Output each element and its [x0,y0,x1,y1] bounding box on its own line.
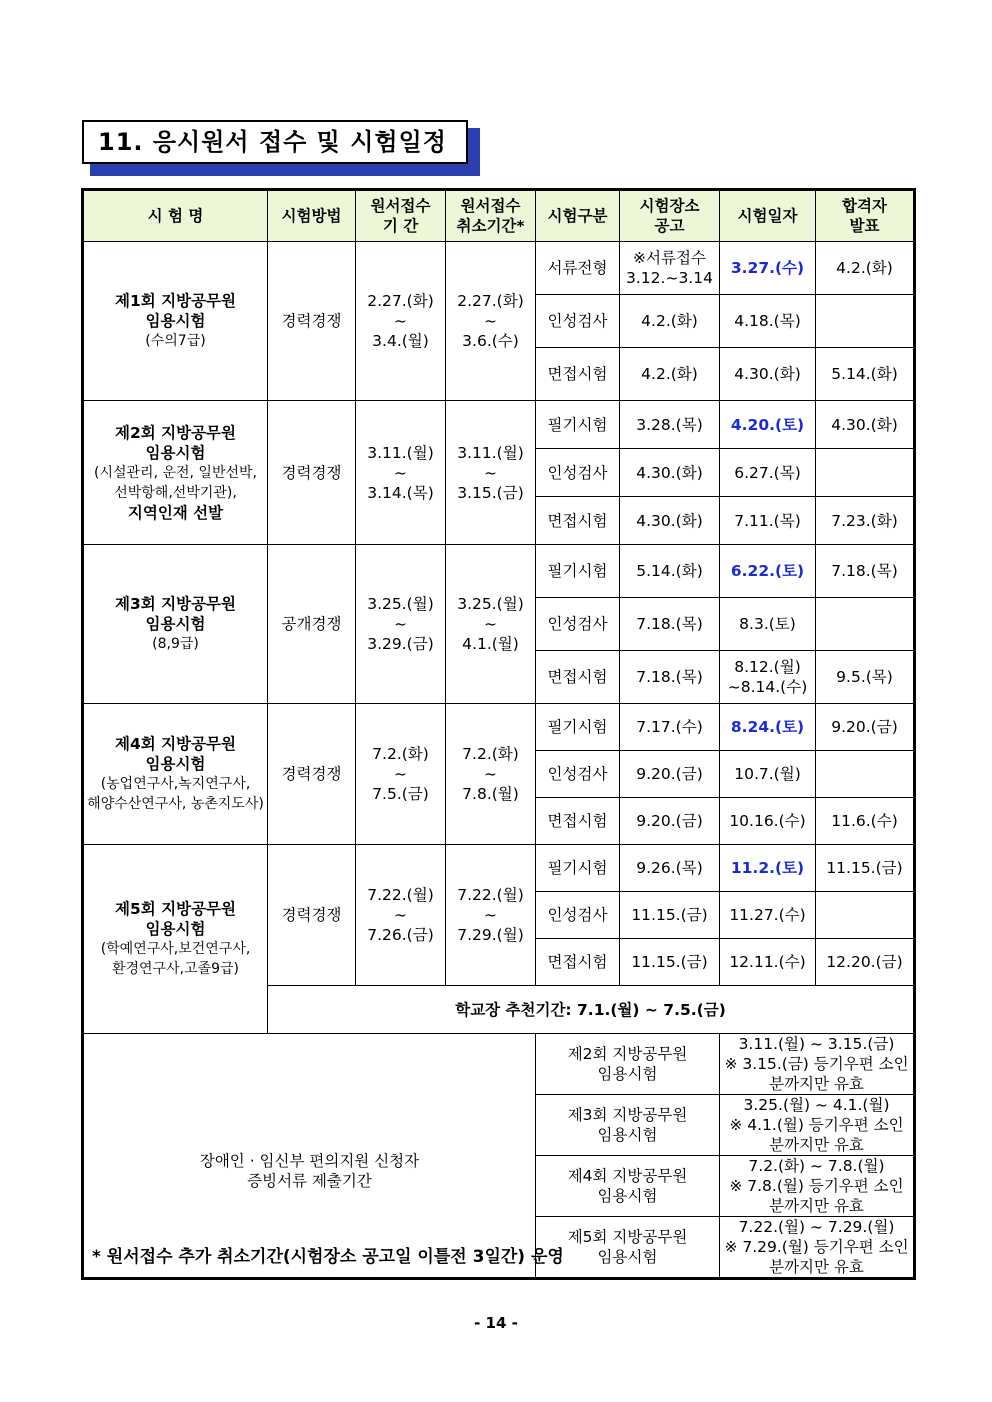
accommodation-row [84,1034,914,1095]
exam-period: 3.11.(월) ~ 3.14.(목) [356,401,446,545]
exam-type: 인성검사 [536,449,620,497]
accommodation-period: 7.22.(월) ~ 7.29.(월) ※ 7.29.(월) 등기우편 소인분까지만 유효 [720,1217,914,1278]
exam-date: 4.20.(토) [720,401,816,449]
header-date: 시험일자 [720,191,816,242]
exam-result: 11.6.(수) [816,798,914,845]
exam-period: 3.25.(월) ~ 3.29.(금) [356,545,446,704]
accommodation-label: 장애인 · 임신부 편의지원 신청자 증빙서류 제출기간 [84,1034,536,1278]
exam-row [84,401,914,449]
exam-venue: 5.14.(화) [620,545,720,598]
exam-result: 12.20.(금) [816,939,914,986]
exam-date: 11.2.(토) [720,845,816,892]
exam-method: 경력경쟁 [268,704,356,845]
exam-result [816,751,914,798]
exam-result: 9.20.(금) [816,704,914,751]
exam-type: 면접시험 [536,798,620,845]
exam-type: 면접시험 [536,651,620,704]
exam-result [816,598,914,651]
exam-name: 제5회 지방공무원 임용시험 (학예연구사,보건연구사, 환경연구사,고졸9급) [84,845,268,1034]
exam-venue: 4.30.(화) [620,449,720,497]
exam-name: 제3회 지방공무원 임용시험 (8,9급) [84,545,268,704]
exam-type: 인성검사 [536,751,620,798]
footnote: * 원서접수 추가 취소기간(시험장소 공고일 이틀전 3일간) 운영 [92,1247,564,1267]
header-method: 시험방법 [268,191,356,242]
exam-venue: 3.28.(목) [620,401,720,449]
accommodation-period: 3.11.(월) ~ 3.15.(금) ※ 3.15.(금) 등기우편 소인분까지만 유효 [720,1034,914,1095]
exam-result [816,892,914,939]
exam-venue: 9.20.(금) [620,798,720,845]
exam-type: 인성검사 [536,598,620,651]
exam-type: 필기시험 [536,845,620,892]
exam-result: 11.15.(금) [816,845,914,892]
exam-date: 6.27.(목) [720,449,816,497]
accommodation-exam: 제4회 지방공무원 임용시험 [536,1156,720,1217]
exam-method: 경력경쟁 [268,242,356,401]
exam-type: 필기시험 [536,545,620,598]
exam-type: 면접시험 [536,348,620,401]
exam-date: 11.27.(수) [720,892,816,939]
exam-row [84,845,914,892]
exam-date: 10.16.(수) [720,798,816,845]
exam-cancel: 3.25.(월) ~ 4.1.(월) [446,545,536,704]
exam-name: 제1회 지방공무원 임용시험 (수의7급) [84,242,268,401]
exam-result: 7.23.(화) [816,497,914,545]
exam-result: 4.2.(화) [816,242,914,295]
exam-name: 제2회 지방공무원 임용시험 (시설관리, 운전, 일반선박, 선박항해,선박기관), 지역인재 선발 [84,401,268,545]
accommodation-exam: 제5회 지방공무원 임용시험 [536,1217,720,1278]
exam-result: 9.5.(목) [816,651,914,704]
exam-date: 3.27.(수) [720,242,816,295]
header-venue: 시험장소 공고 [620,191,720,242]
accommodation-exam: 제2회 지방공무원 임용시험 [536,1034,720,1095]
exam-date: 4.30.(화) [720,348,816,401]
exam-venue: 7.18.(목) [620,598,720,651]
exam-result: 4.30.(화) [816,401,914,449]
exam-venue: ※서류접수 3.12.~3.14 [620,242,720,295]
exam-row [84,704,914,751]
exam-cancel: 3.11.(월) ~ 3.15.(금) [446,401,536,545]
exam-row [84,545,914,598]
accommodation-period: 3.25.(월) ~ 4.1.(월) ※ 4.1.(월) 등기우편 소인분까지만 유효 [720,1095,914,1156]
exam-venue: 4.30.(화) [620,497,720,545]
exam-date: 4.18.(목) [720,295,816,348]
exam-venue: 9.26.(목) [620,845,720,892]
exam-method: 경력경쟁 [268,845,356,986]
accommodation-exam: 제3회 지방공무원 임용시험 [536,1095,720,1156]
exam-type: 면접시험 [536,497,620,545]
exam-period: 2.27.(화) ~ 3.4.(월) [356,242,446,401]
header-cancel: 원서접수 취소기간* [446,191,536,242]
exam-name: 제4회 지방공무원 임용시험 (농업연구사,녹지연구사, 해양수산연구사, 농촌지도사) [84,704,268,845]
exam-venue: 11.15.(금) [620,939,720,986]
exam-result: 5.14.(화) [816,348,914,401]
exam-date: 6.22.(토) [720,545,816,598]
exam-result: 7.18.(목) [816,545,914,598]
exam-result [816,295,914,348]
exam-type: 인성검사 [536,295,620,348]
exam-type: 서류전형 [536,242,620,295]
exam-type: 필기시험 [536,704,620,751]
exam-row [84,242,914,295]
exam-venue: 11.15.(금) [620,892,720,939]
exam-method: 공개경쟁 [268,545,356,704]
header-period: 원서접수 기 간 [356,191,446,242]
exam-date: 8.3.(토) [720,598,816,651]
exam-method: 경력경쟁 [268,401,356,545]
principal-recommendation: 학교장 추천기간: 7.1.(월) ~ 7.5.(금) [268,986,914,1034]
exam-venue: 4.2.(화) [620,348,720,401]
exam-venue: 4.2.(화) [620,295,720,348]
exam-result [816,449,914,497]
exam-cancel: 7.2.(화) ~ 7.8.(월) [446,704,536,845]
exam-date: 7.11.(목) [720,497,816,545]
exam-date: 8.12.(월) ~8.14.(수) [720,651,816,704]
exam-date: 8.24.(토) [720,704,816,751]
page-number: - 14 - [474,1314,518,1332]
exam-type: 필기시험 [536,401,620,449]
exam-cancel: 2.27.(화) ~ 3.6.(수) [446,242,536,401]
exam-date: 12.11.(수) [720,939,816,986]
section-title [82,120,472,170]
header-type: 시험구분 [536,191,620,242]
header-result: 합격자 발표 [816,191,914,242]
exam-venue: 7.17.(수) [620,704,720,751]
exam-date: 10.7.(월) [720,751,816,798]
exam-period: 7.22.(월) ~ 7.26.(금) [356,845,446,986]
exam-type: 면접시험 [536,939,620,986]
header-row [84,191,914,242]
exam-venue: 9.20.(금) [620,751,720,798]
exam-cancel: 7.22.(월) ~ 7.29.(월) [446,845,536,986]
exam-schedule-table [83,190,914,1278]
title-text: 11. 응시원서 접수 및 시험일정 [82,120,468,164]
accommodation-period: 7.2.(화) ~ 7.8.(월) ※ 7.8.(월) 등기우편 소인분까지만 유효 [720,1156,914,1217]
header-name: 시 험 명 [84,191,268,242]
exam-venue: 7.18.(목) [620,651,720,704]
exam-type: 인성검사 [536,892,620,939]
exam-period: 7.2.(화) ~ 7.5.(금) [356,704,446,845]
